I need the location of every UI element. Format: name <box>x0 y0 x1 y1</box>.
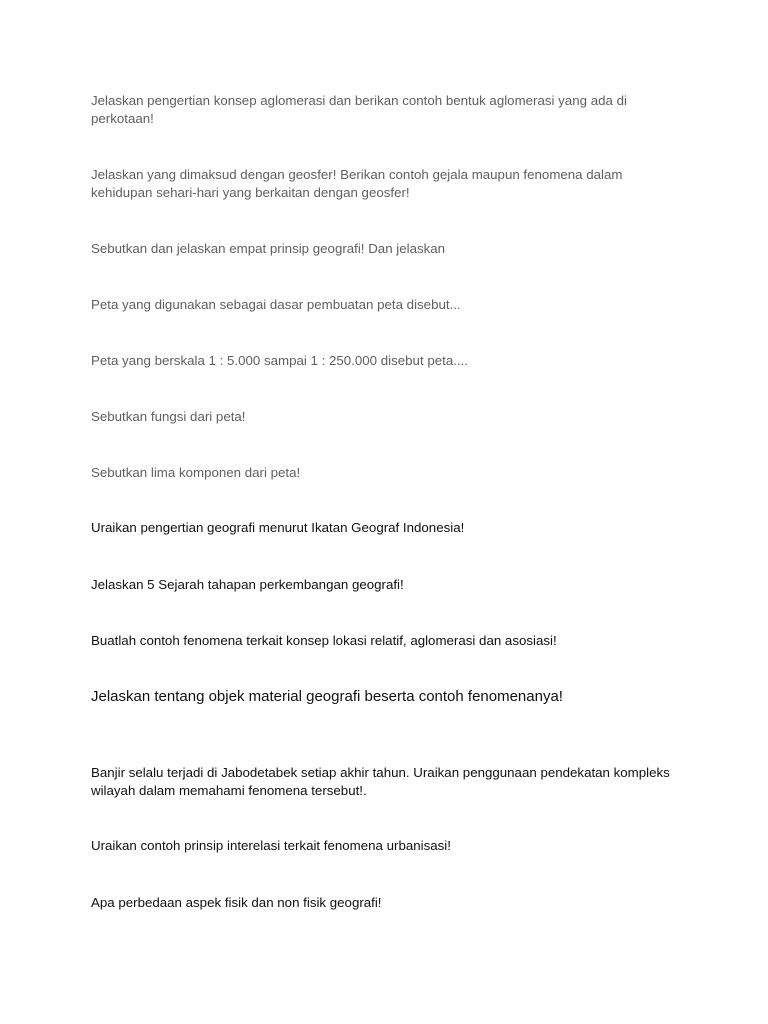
question-10: Buatlah contoh fenomena terkait konsep lokasi relatif, aglomerasi dan asosiasi! <box>91 633 557 648</box>
question-4: Peta yang digunakan sebagai dasar pembuatan peta disebut... <box>91 297 461 312</box>
question-13: Uraikan contoh prinsip interelasi terkait fenomena urbanisasi! <box>91 838 451 853</box>
question-7: Sebutkan lima komponen dari peta! <box>91 465 301 480</box>
question-11: Jelaskan tentang objek material geografi beserta contoh fenomenanya! <box>91 688 563 705</box>
question-12: Banjir selalu terjadi di Jabodetabek setiap akhir tahun. Uraikan penggunaan pendekatan kompleks wilayah dalam memahami fenomena tersebut!. <box>91 765 670 798</box>
question-8: Uraikan pengertian geografi menurut Ikatan Geograf Indonesia! <box>91 520 465 535</box>
question-6: Sebutkan fungsi dari peta! <box>91 409 246 424</box>
question-14: Apa perbedaan aspek fisik dan non fisik geografi! <box>91 895 382 910</box>
question-5: Peta yang berskala 1 : 5.000 sampai 1 : 250.000 disebut peta.... <box>91 353 469 368</box>
question-9: Jelaskan 5 Sejarah tahapan perkembangan geografi! <box>91 577 404 592</box>
question-3: Sebutkan dan jelaskan empat prinsip geografi! Dan jelaskan <box>91 241 446 256</box>
question-1: Jelaskan pengertian konsep aglomerasi dan berikan contoh bentuk aglomerasi yang ada di perkotaan! <box>91 93 627 126</box>
question-2: Jelaskan yang dimaksud dengan geosfer! Berikan contoh gejala maupun fenomena dalam kehidupan sehari-hari yang berkaitan dengan geosfer! <box>91 167 623 200</box>
